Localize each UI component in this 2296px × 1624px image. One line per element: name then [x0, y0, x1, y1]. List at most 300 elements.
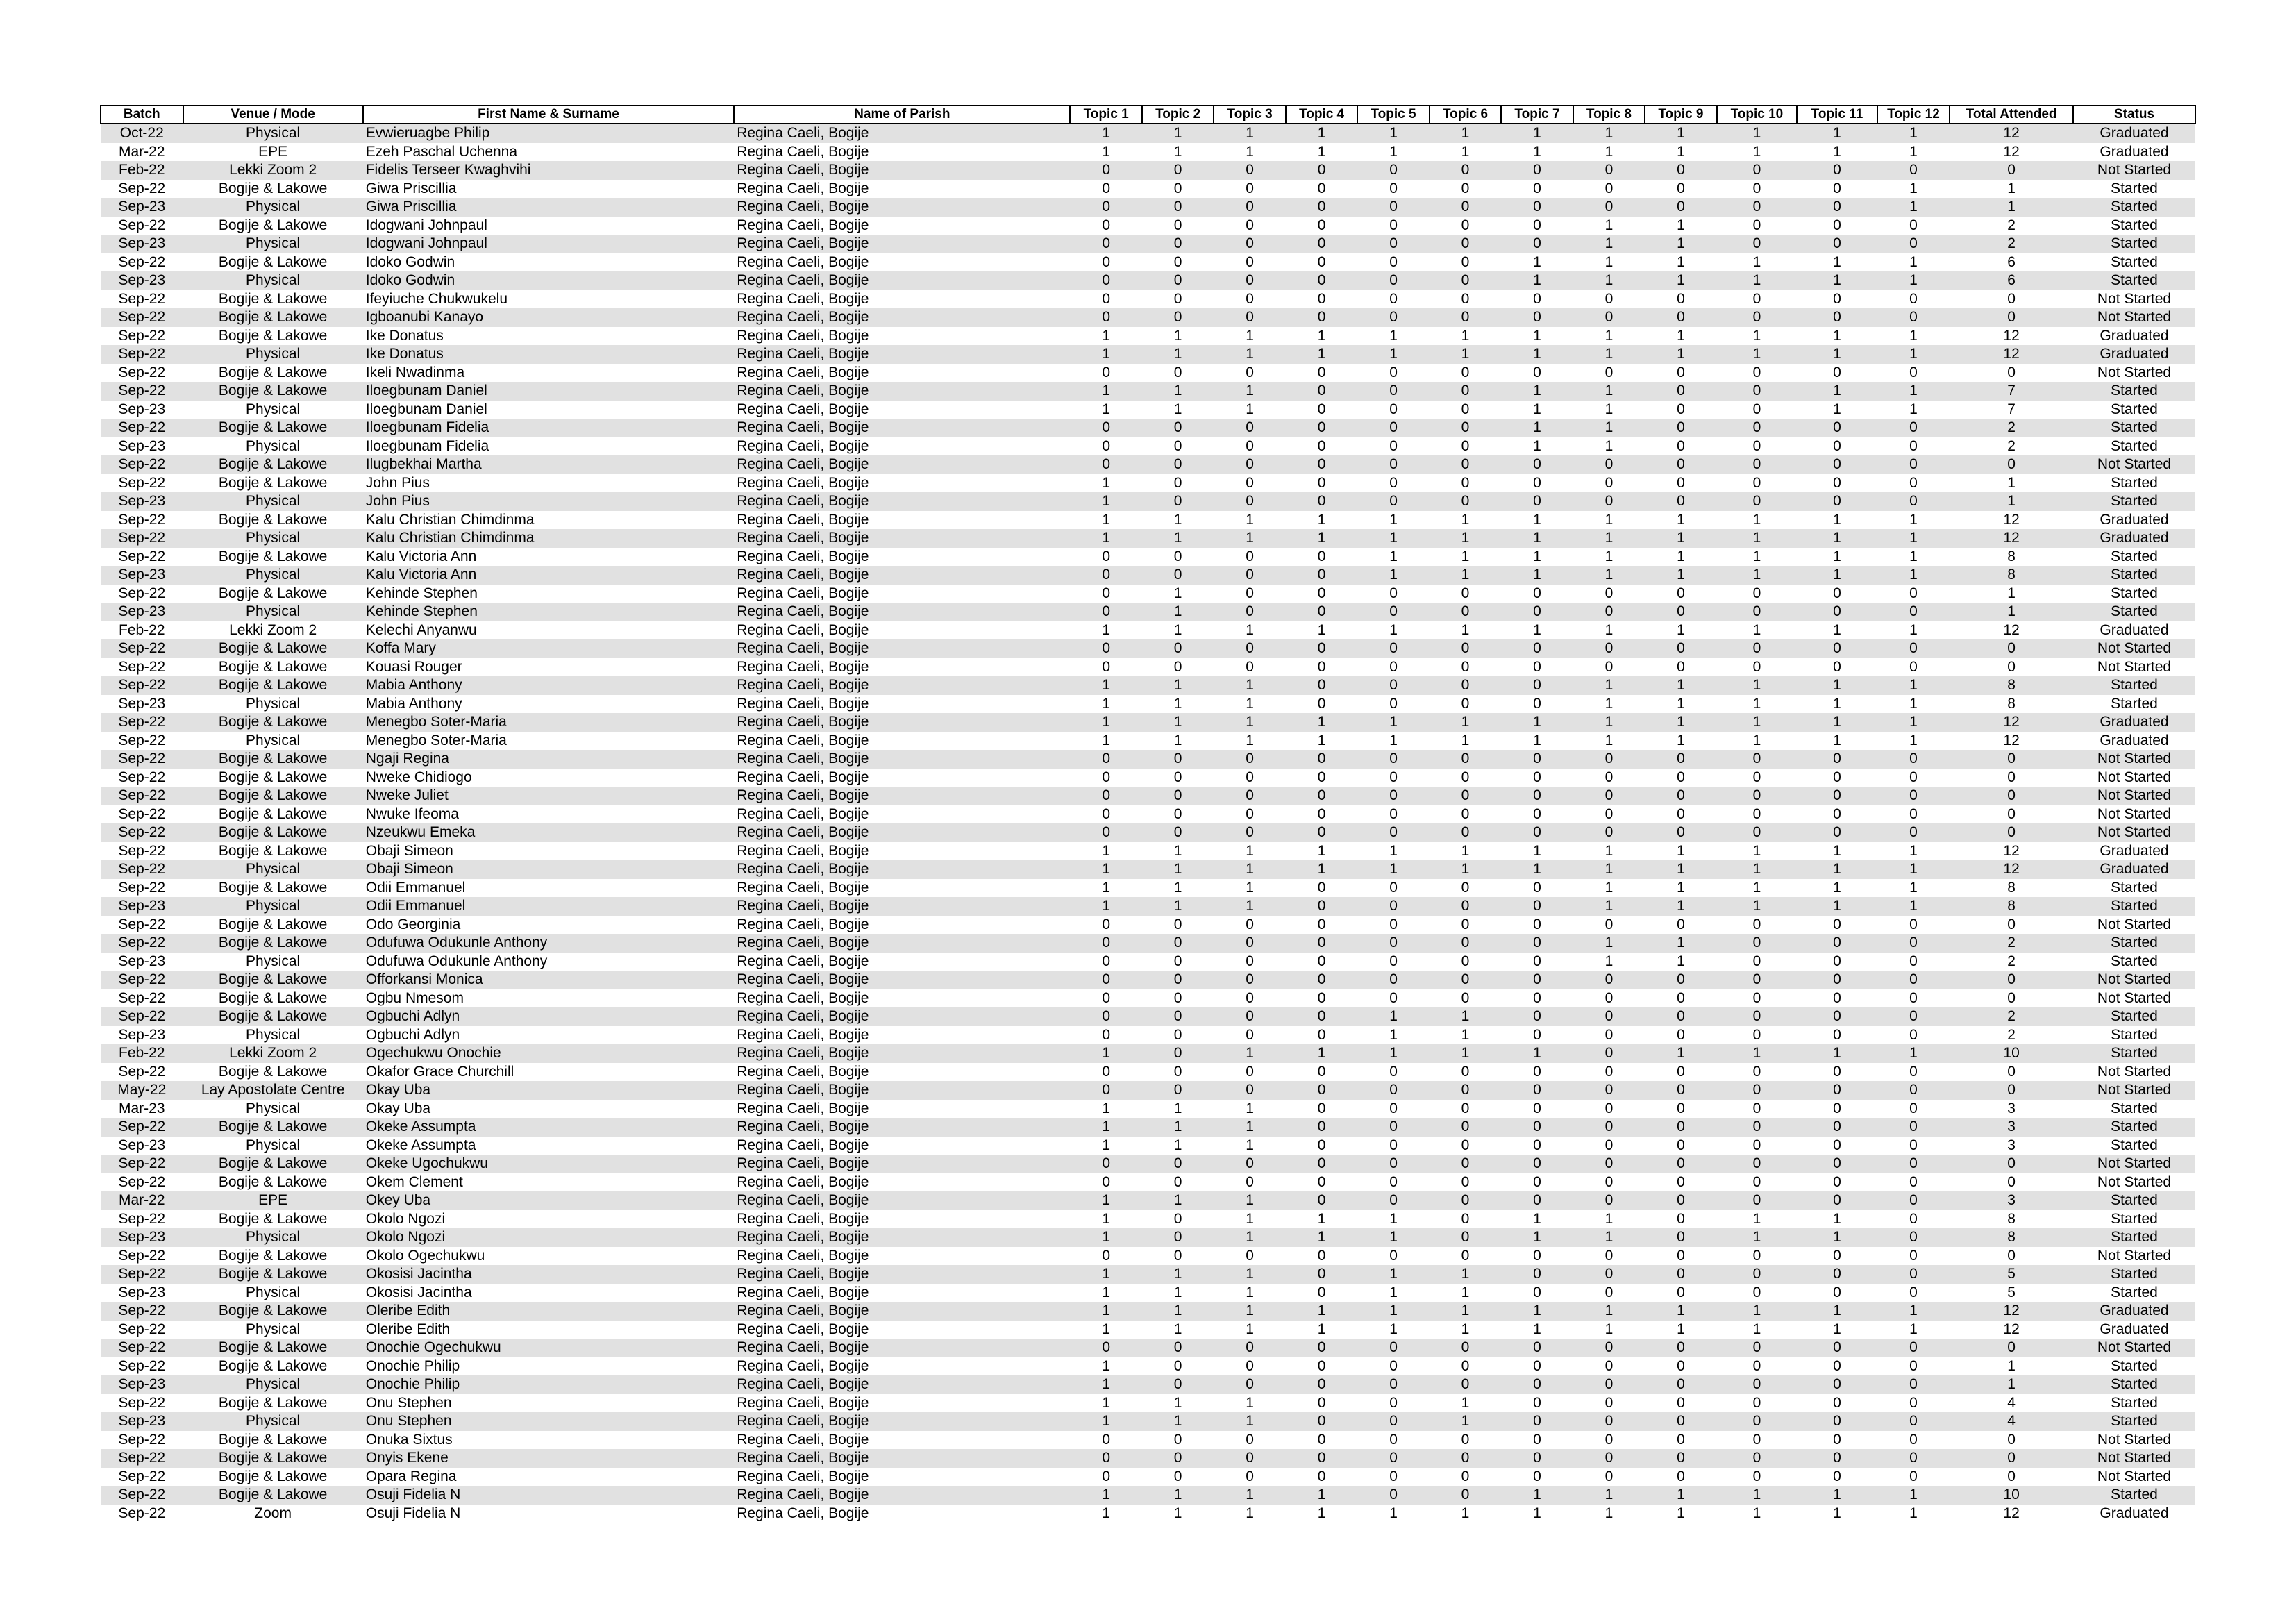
cell-topic-3[interactable]: 0: [1214, 603, 1285, 621]
cell-topic-1[interactable]: 0: [1102, 658, 1111, 675]
table-row[interactable]: [101, 308, 2195, 327]
cell-venue[interactable]: Physical: [183, 198, 363, 217]
cell-topic-8[interactable]: 1: [1573, 345, 1645, 364]
cell-topic-8[interactable]: 0: [1573, 1449, 1645, 1468]
cell-name[interactable]: Ike Donatus: [365, 327, 444, 344]
cell-topic-12[interactable]: 1: [1909, 1321, 1918, 1337]
cell-topic-5[interactable]: 1: [1357, 566, 1429, 585]
cell-venue[interactable]: Bogije & Lakowe: [183, 1449, 363, 1468]
cell-topic-4[interactable]: 1: [1286, 713, 1357, 732]
cell-total-attended[interactable]: 10: [1950, 1044, 2073, 1063]
cell-parish[interactable]: Regina Caeli, Bogije: [734, 1412, 1070, 1431]
cell-batch[interactable]: Sep-22: [101, 860, 183, 879]
cell-topic-7[interactable]: 0: [1533, 1100, 1541, 1116]
cell-topic-2[interactable]: 1: [1173, 695, 1182, 712]
cell-topic-5[interactable]: 0: [1389, 769, 1398, 785]
cell-topic-2[interactable]: 1: [1173, 327, 1182, 344]
cell-topic-11[interactable]: 0: [1833, 1173, 1841, 1190]
cell-topic-11[interactable]: 1: [1797, 1228, 1877, 1247]
cell-batch[interactable]: Sep-22: [118, 769, 166, 785]
cell-status[interactable]: Started: [2073, 897, 2195, 916]
cell-topic-12[interactable]: 0: [1877, 1265, 1950, 1284]
cell-topic-3[interactable]: 1: [1214, 1044, 1285, 1063]
cell-topic-3[interactable]: 1: [1246, 1505, 1254, 1521]
cell-parish[interactable]: Regina Caeli, Bogije: [734, 1265, 1070, 1284]
cell-topic-8[interactable]: 0: [1604, 1431, 1614, 1448]
cell-topic-12[interactable]: 0: [1877, 492, 1950, 511]
table-row[interactable]: [101, 1505, 2195, 1523]
cell-topic-2[interactable]: 1: [1173, 143, 1182, 160]
cell-parish[interactable]: Regina Caeli, Bogije: [734, 1155, 1070, 1173]
cell-total-attended[interactable]: 0: [1950, 308, 2073, 327]
cell-topic-6[interactable]: 1: [1430, 1265, 1501, 1284]
cell-topic-6[interactable]: 0: [1430, 603, 1501, 621]
cell-topic-1[interactable]: 1: [1070, 1265, 1141, 1284]
cell-topic-1[interactable]: 0: [1070, 198, 1141, 217]
cell-status[interactable]: Started: [2111, 548, 2158, 564]
cell-topic-3[interactable]: 1: [1214, 713, 1285, 732]
cell-topic-10[interactable]: 0: [1752, 1100, 1761, 1116]
cell-batch[interactable]: Oct-22: [101, 124, 183, 143]
cell-topic-12[interactable]: 1: [1877, 198, 1950, 217]
cell-topic-2[interactable]: 0: [1142, 1155, 1214, 1173]
cell-topic-8[interactable]: 1: [1573, 566, 1645, 585]
cell-topic-6[interactable]: 1: [1461, 1394, 1470, 1411]
cell-name[interactable]: Onu Stephen: [365, 1394, 452, 1411]
cell-topic-6[interactable]: 0: [1461, 1137, 1470, 1153]
cell-topic-9[interactable]: 0: [1645, 308, 1716, 327]
cell-name[interactable]: Koffa Mary: [363, 639, 734, 658]
cell-topic-9[interactable]: 0: [1645, 161, 1716, 180]
cell-topic-4[interactable]: 0: [1286, 308, 1357, 327]
cell-topic-7[interactable]: 0: [1533, 1173, 1541, 1190]
cell-topic-11[interactable]: 0: [1833, 1100, 1841, 1116]
cell-status[interactable]: Started: [2073, 1265, 2195, 1284]
cell-topic-7[interactable]: 1: [1501, 566, 1573, 585]
cell-total-attended[interactable]: 0: [2007, 1173, 2016, 1190]
cell-parish[interactable]: Regina Caeli, Bogije: [734, 566, 1070, 585]
cell-topic-8[interactable]: 0: [1604, 916, 1614, 932]
cell-total-attended[interactable]: 0: [1950, 787, 2073, 805]
cell-topic-11[interactable]: 0: [1797, 455, 1877, 474]
cell-topic-10[interactable]: 0: [1717, 235, 1798, 253]
column-header-topic-12[interactable]: Topic 12: [1877, 106, 1950, 124]
cell-venue[interactable]: EPE: [183, 1191, 363, 1210]
cell-topic-6[interactable]: 0: [1430, 1228, 1501, 1247]
cell-topic-6[interactable]: 0: [1430, 971, 1501, 989]
cell-topic-3[interactable]: 0: [1246, 290, 1254, 307]
table-row[interactable]: [101, 1191, 2195, 1210]
cell-topic-1[interactable]: 0: [1070, 1339, 1141, 1357]
cell-topic-10[interactable]: 0: [1717, 455, 1798, 474]
cell-topic-3[interactable]: 0: [1214, 1339, 1285, 1357]
cell-venue[interactable]: Bogije & Lakowe: [183, 1339, 363, 1357]
cell-topic-1[interactable]: 0: [1102, 805, 1111, 822]
cell-topic-12[interactable]: 0: [1909, 1394, 1918, 1411]
cell-batch[interactable]: Sep-22: [101, 823, 183, 842]
cell-topic-9[interactable]: 1: [1645, 566, 1716, 585]
cell-topic-8[interactable]: 1: [1573, 860, 1645, 879]
cell-topic-12[interactable]: 1: [1909, 548, 1918, 564]
table-row[interactable]: [101, 1265, 2195, 1284]
cell-total-attended[interactable]: 2: [2007, 437, 2016, 454]
cell-topic-4[interactable]: 0: [1317, 290, 1326, 307]
cell-topic-1[interactable]: 0: [1070, 419, 1141, 437]
cell-topic-1[interactable]: 0: [1102, 1026, 1111, 1043]
cell-topic-12[interactable]: 0: [1877, 308, 1950, 327]
cell-name[interactable]: Opara Regina: [365, 1468, 457, 1484]
cell-topic-1[interactable]: 1: [1102, 1100, 1111, 1116]
cell-topic-3[interactable]: 1: [1246, 1394, 1254, 1411]
cell-topic-2[interactable]: 0: [1142, 787, 1214, 805]
cell-name[interactable]: Kehinde Stephen: [365, 585, 478, 601]
cell-topic-12[interactable]: 0: [1909, 1468, 1918, 1484]
cell-topic-2[interactable]: 0: [1173, 437, 1182, 454]
cell-topic-12[interactable]: 0: [1909, 953, 1918, 969]
cell-topic-7[interactable]: 0: [1533, 1468, 1541, 1484]
cell-status[interactable]: Not Started: [2097, 916, 2172, 932]
cell-status[interactable]: Started: [2111, 1026, 2158, 1043]
cell-total-attended[interactable]: 2: [2007, 217, 2016, 233]
cell-topic-10[interactable]: 0: [1717, 823, 1798, 842]
cell-topic-11[interactable]: 1: [1833, 621, 1841, 638]
cell-topic-1[interactable]: 0: [1070, 235, 1141, 253]
cell-topic-9[interactable]: 0: [1677, 364, 1685, 380]
cell-topic-10[interactable]: 0: [1752, 180, 1761, 196]
cell-topic-3[interactable]: 0: [1246, 989, 1254, 1006]
cell-topic-6[interactable]: 0: [1430, 492, 1501, 511]
cell-name[interactable]: Ike Donatus: [363, 345, 734, 364]
cell-topic-4[interactable]: 0: [1317, 1284, 1326, 1300]
cell-topic-2[interactable]: 1: [1142, 860, 1214, 879]
cell-topic-1[interactable]: 1: [1102, 511, 1111, 528]
cell-topic-1[interactable]: 1: [1102, 1284, 1111, 1300]
cell-topic-7[interactable]: 0: [1533, 364, 1541, 380]
column-header-venue[interactable]: Venue / Mode: [183, 106, 363, 124]
cell-topic-9[interactable]: 0: [1677, 1210, 1685, 1227]
cell-topic-7[interactable]: 1: [1501, 529, 1573, 548]
cell-topic-2[interactable]: 1: [1173, 1284, 1182, 1300]
table-row[interactable]: [101, 1486, 2195, 1505]
cell-batch[interactable]: Sep-23: [118, 953, 166, 969]
cell-topic-7[interactable]: 0: [1533, 916, 1541, 932]
cell-venue[interactable]: Bogije & Lakowe: [183, 713, 363, 732]
cell-topic-6[interactable]: 0: [1461, 1210, 1470, 1227]
cell-topic-10[interactable]: 0: [1752, 916, 1761, 932]
cell-venue[interactable]: Bogije & Lakowe: [183, 823, 363, 842]
cell-topic-1[interactable]: 0: [1102, 548, 1111, 564]
cell-total-attended[interactable]: 0: [1950, 1155, 2073, 1173]
table-row[interactable]: [101, 511, 2195, 530]
cell-topic-8[interactable]: 0: [1604, 1026, 1614, 1043]
cell-topic-2[interactable]: 0: [1142, 934, 1214, 953]
cell-topic-10[interactable]: 0: [1752, 658, 1761, 675]
cell-total-attended[interactable]: 12: [2003, 511, 2020, 528]
column-header-topic-2[interactable]: Topic 2: [1142, 106, 1214, 124]
cell-topic-1[interactable]: 1: [1102, 1137, 1111, 1153]
cell-name[interactable]: Ngaji Regina: [363, 750, 734, 769]
cell-topic-3[interactable]: 1: [1214, 1228, 1285, 1247]
cell-topic-12[interactable]: 0: [1909, 1431, 1918, 1448]
cell-batch[interactable]: Sep-22: [101, 529, 183, 548]
cell-topic-5[interactable]: 0: [1357, 1449, 1429, 1468]
cell-topic-12[interactable]: 1: [1909, 695, 1918, 712]
table-row[interactable]: [101, 769, 2195, 787]
cell-venue[interactable]: Bogije & Lakowe: [218, 1210, 328, 1227]
cell-topic-8[interactable]: 0: [1604, 1394, 1614, 1411]
cell-topic-2[interactable]: 0: [1173, 805, 1182, 822]
cell-topic-8[interactable]: 1: [1604, 437, 1614, 454]
cell-parish[interactable]: Regina Caeli, Bogije: [734, 198, 1070, 217]
cell-parish[interactable]: Regina Caeli, Bogije: [734, 124, 1070, 143]
cell-topic-4[interactable]: 0: [1317, 769, 1326, 785]
cell-parish[interactable]: Regina Caeli, Bogije: [734, 271, 1070, 290]
cell-total-attended[interactable]: 0: [2007, 1431, 2016, 1448]
cell-topic-8[interactable]: 1: [1573, 1228, 1645, 1247]
cell-venue[interactable]: Bogije & Lakowe: [183, 455, 363, 474]
cell-topic-12[interactable]: 0: [1877, 161, 1950, 180]
cell-topic-7[interactable]: 0: [1501, 235, 1573, 253]
cell-status[interactable]: Not Started: [2073, 823, 2195, 842]
cell-topic-4[interactable]: 1: [1317, 732, 1326, 748]
cell-topic-7[interactable]: 1: [1533, 327, 1541, 344]
cell-topic-7[interactable]: 0: [1501, 308, 1573, 327]
cell-batch[interactable]: Sep-22: [118, 1321, 166, 1337]
table-row[interactable]: [101, 529, 2195, 548]
cell-name[interactable]: Odii Emmanuel: [363, 897, 734, 916]
cell-topic-10[interactable]: 0: [1752, 401, 1761, 417]
cell-total-attended[interactable]: 0: [2007, 1063, 2016, 1080]
cell-topic-4[interactable]: 1: [1286, 1044, 1357, 1063]
cell-topic-10[interactable]: 0: [1752, 769, 1761, 785]
cell-parish[interactable]: Regina Caeli, Bogije: [737, 437, 869, 454]
table-row[interactable]: [101, 161, 2195, 180]
cell-batch[interactable]: Sep-22: [101, 787, 183, 805]
cell-topic-6[interactable]: 0: [1461, 879, 1470, 896]
cell-topic-6[interactable]: 0: [1461, 1431, 1470, 1448]
cell-topic-10[interactable]: 1: [1752, 511, 1761, 528]
cell-venue[interactable]: Physical: [246, 1137, 301, 1153]
cell-topic-3[interactable]: 0: [1246, 1357, 1254, 1374]
cell-topic-2[interactable]: 0: [1173, 474, 1182, 491]
cell-topic-2[interactable]: 0: [1173, 180, 1182, 196]
cell-topic-5[interactable]: 0: [1389, 989, 1398, 1006]
table-row[interactable]: [101, 1173, 2195, 1192]
cell-topic-5[interactable]: 0: [1357, 1155, 1429, 1173]
cell-topic-11[interactable]: 1: [1797, 566, 1877, 585]
cell-topic-9[interactable]: 0: [1645, 971, 1716, 989]
cell-topic-4[interactable]: 0: [1286, 492, 1357, 511]
cell-topic-6[interactable]: 1: [1430, 860, 1501, 879]
cell-topic-10[interactable]: 0: [1752, 1357, 1761, 1374]
cell-topic-5[interactable]: 0: [1357, 1081, 1429, 1100]
cell-topic-8[interactable]: 0: [1573, 971, 1645, 989]
cell-topic-3[interactable]: 0: [1214, 271, 1285, 290]
cell-parish[interactable]: Regina Caeli, Bogije: [734, 713, 1070, 732]
cell-topic-10[interactable]: 0: [1717, 1081, 1798, 1100]
cell-topic-11[interactable]: 0: [1833, 474, 1841, 491]
cell-topic-4[interactable]: 1: [1317, 327, 1326, 344]
cell-topic-8[interactable]: 1: [1604, 401, 1614, 417]
cell-topic-5[interactable]: 0: [1389, 1468, 1398, 1484]
cell-topic-5[interactable]: 0: [1357, 419, 1429, 437]
cell-topic-12[interactable]: 0: [1877, 971, 1950, 989]
cell-parish[interactable]: Regina Caeli, Bogije: [737, 1063, 869, 1080]
cell-topic-3[interactable]: 1: [1246, 1284, 1254, 1300]
cell-name[interactable]: Ilugbekhai Martha: [363, 455, 734, 474]
cell-topic-12[interactable]: 1: [1909, 143, 1918, 160]
cell-total-attended[interactable]: 0: [2007, 805, 2016, 822]
cell-topic-6[interactable]: 0: [1430, 198, 1501, 217]
cell-total-attended[interactable]: 0: [2007, 658, 2016, 675]
cell-name[interactable]: Onu Stephen: [363, 1412, 734, 1431]
cell-topic-10[interactable]: 0: [1717, 971, 1798, 989]
cell-topic-12[interactable]: 0: [1877, 603, 1950, 621]
cell-total-attended[interactable]: 12: [1950, 345, 2073, 364]
cell-venue[interactable]: Bogije & Lakowe: [183, 934, 363, 953]
cell-topic-4[interactable]: 0: [1286, 750, 1357, 769]
cell-topic-8[interactable]: 0: [1604, 1137, 1614, 1153]
cell-topic-2[interactable]: 1: [1142, 124, 1214, 143]
cell-name[interactable]: Idoko Godwin: [363, 271, 734, 290]
cell-name[interactable]: Nweke Juliet: [363, 787, 734, 805]
cell-parish[interactable]: Regina Caeli, Bogije: [734, 897, 1070, 916]
cell-parish[interactable]: Regina Caeli, Bogije: [737, 217, 869, 233]
cell-parish[interactable]: Regina Caeli, Bogije: [737, 143, 869, 160]
cell-parish[interactable]: Regina Caeli, Bogije: [734, 1044, 1070, 1063]
cell-status[interactable]: Started: [2111, 1394, 2158, 1411]
cell-topic-4[interactable]: 1: [1286, 1302, 1357, 1321]
cell-topic-8[interactable]: 0: [1604, 989, 1614, 1006]
cell-topic-1[interactable]: 0: [1070, 603, 1141, 621]
cell-topic-7[interactable]: 0: [1501, 198, 1573, 217]
table-row[interactable]: [101, 401, 2195, 419]
cell-name[interactable]: Evwieruagbe Philip: [363, 124, 734, 143]
cell-venue[interactable]: Bogije & Lakowe: [218, 658, 328, 675]
cell-topic-5[interactable]: 0: [1357, 1191, 1429, 1210]
cell-topic-8[interactable]: 0: [1573, 1007, 1645, 1026]
cell-status[interactable]: Started: [2111, 1210, 2158, 1227]
table-row[interactable]: [101, 180, 2195, 199]
cell-topic-2[interactable]: 0: [1173, 1210, 1182, 1227]
cell-topic-3[interactable]: 0: [1214, 198, 1285, 217]
table-row[interactable]: [101, 566, 2195, 585]
cell-topic-7[interactable]: 0: [1533, 290, 1541, 307]
cell-status[interactable]: Not Started: [2073, 971, 2195, 989]
cell-topic-11[interactable]: 0: [1833, 769, 1841, 785]
cell-topic-8[interactable]: 0: [1604, 1173, 1614, 1190]
cell-topic-8[interactable]: 0: [1604, 364, 1614, 380]
cell-topic-9[interactable]: 0: [1677, 401, 1685, 417]
cell-parish[interactable]: Regina Caeli, Bogije: [734, 235, 1070, 253]
cell-topic-12[interactable]: 0: [1909, 217, 1918, 233]
cell-name[interactable]: Kehinde Stephen: [363, 603, 734, 621]
cell-topic-3[interactable]: 1: [1246, 143, 1254, 160]
cell-topic-1[interactable]: 1: [1070, 382, 1141, 401]
cell-topic-4[interactable]: 0: [1317, 989, 1326, 1006]
cell-topic-7[interactable]: 0: [1533, 1137, 1541, 1153]
cell-topic-12[interactable]: 0: [1877, 1191, 1950, 1210]
cell-topic-2[interactable]: 0: [1142, 455, 1214, 474]
cell-topic-7[interactable]: 0: [1501, 1412, 1573, 1431]
table-row[interactable]: [101, 1118, 2195, 1137]
cell-topic-1[interactable]: 0: [1070, 750, 1141, 769]
cell-status[interactable]: Graduated: [2073, 345, 2195, 364]
cell-topic-11[interactable]: 1: [1833, 695, 1841, 712]
cell-topic-6[interactable]: 0: [1430, 897, 1501, 916]
cell-topic-1[interactable]: 0: [1102, 1431, 1111, 1448]
cell-topic-3[interactable]: 1: [1214, 1486, 1285, 1505]
cell-topic-12[interactable]: 1: [1877, 345, 1950, 364]
cell-topic-4[interactable]: 0: [1317, 658, 1326, 675]
cell-name[interactable]: Ogbu Nmesom: [365, 989, 464, 1006]
table-row[interactable]: [101, 1081, 2195, 1100]
cell-batch[interactable]: Sep-23: [118, 1026, 166, 1043]
cell-topic-3[interactable]: 1: [1214, 1265, 1285, 1284]
cell-topic-3[interactable]: 1: [1246, 1100, 1254, 1116]
cell-total-attended[interactable]: 2: [2007, 953, 2016, 969]
cell-total-attended[interactable]: 12: [1950, 529, 2073, 548]
cell-topic-7[interactable]: 1: [1533, 548, 1541, 564]
table-row[interactable]: [101, 382, 2195, 401]
table-row[interactable]: [101, 658, 2195, 677]
cell-topic-6[interactable]: 0: [1430, 161, 1501, 180]
cell-topic-2[interactable]: 0: [1142, 161, 1214, 180]
cell-status[interactable]: Started: [2073, 1228, 2195, 1247]
table-row[interactable]: [101, 271, 2195, 290]
cell-topic-6[interactable]: 1: [1430, 529, 1501, 548]
cell-status[interactable]: Started: [2111, 180, 2158, 196]
cell-venue[interactable]: Lay Apostolate Centre: [183, 1081, 363, 1100]
cell-topic-7[interactable]: 0: [1533, 989, 1541, 1006]
cell-topic-11[interactable]: 0: [1797, 1412, 1877, 1431]
cell-parish[interactable]: Regina Caeli, Bogije: [734, 787, 1070, 805]
cell-topic-4[interactable]: 0: [1317, 1100, 1326, 1116]
cell-batch[interactable]: Sep-23: [118, 401, 166, 417]
cell-topic-6[interactable]: 1: [1461, 1321, 1470, 1337]
cell-topic-11[interactable]: 0: [1797, 1155, 1877, 1173]
cell-topic-6[interactable]: 0: [1430, 787, 1501, 805]
cell-topic-3[interactable]: 1: [1214, 1302, 1285, 1321]
cell-total-attended[interactable]: 7: [2007, 401, 2016, 417]
cell-parish[interactable]: Regina Caeli, Bogije: [737, 1137, 869, 1153]
cell-topic-7[interactable]: 0: [1501, 1118, 1573, 1137]
cell-topic-12[interactable]: 1: [1877, 271, 1950, 290]
cell-topic-4[interactable]: 0: [1317, 437, 1326, 454]
cell-topic-3[interactable]: 1: [1214, 382, 1285, 401]
cell-topic-4[interactable]: 0: [1286, 639, 1357, 658]
cell-topic-5[interactable]: 0: [1357, 235, 1429, 253]
cell-status[interactable]: Graduated: [2073, 1302, 2195, 1321]
cell-topic-9[interactable]: 0: [1677, 805, 1685, 822]
cell-status[interactable]: Started: [2073, 934, 2195, 953]
cell-batch[interactable]: Sep-22: [118, 732, 166, 748]
cell-topic-1[interactable]: 0: [1070, 787, 1141, 805]
cell-topic-4[interactable]: 0: [1286, 271, 1357, 290]
cell-topic-9[interactable]: 0: [1645, 1375, 1716, 1394]
cell-total-attended[interactable]: 8: [1950, 1228, 2073, 1247]
cell-topic-6[interactable]: 0: [1461, 217, 1470, 233]
cell-status[interactable]: Started: [2111, 474, 2158, 491]
cell-total-attended[interactable]: 3: [1950, 1191, 2073, 1210]
cell-topic-10[interactable]: 0: [1717, 603, 1798, 621]
cell-topic-7[interactable]: 0: [1501, 603, 1573, 621]
cell-topic-10[interactable]: 0: [1717, 1118, 1798, 1137]
cell-topic-10[interactable]: 0: [1752, 290, 1761, 307]
cell-batch[interactable]: Sep-22: [118, 180, 166, 196]
cell-parish[interactable]: Regina Caeli, Bogije: [737, 621, 869, 638]
cell-topic-9[interactable]: 1: [1645, 1302, 1716, 1321]
